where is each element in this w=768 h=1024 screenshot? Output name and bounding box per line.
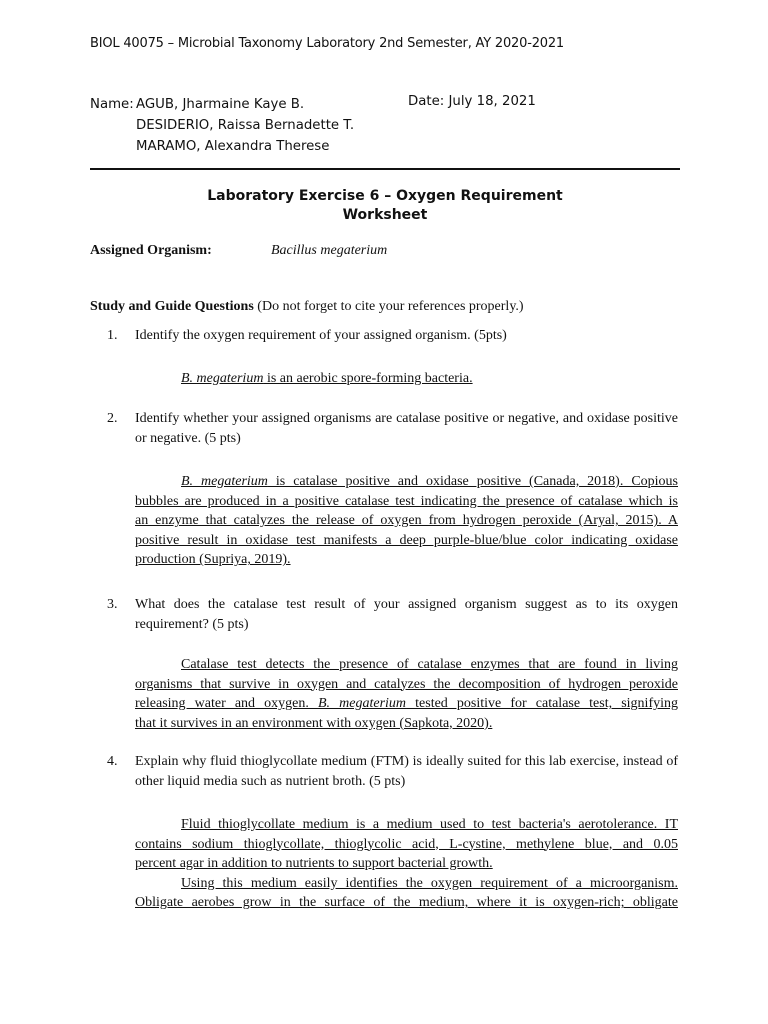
answer-line: an enzyme that catalyzes the release of oxygen from hydrogen peroxide (Aryal, 2015). A xyxy=(135,513,678,529)
answer-line: that it survives in an environment with oxygen (Sapkota, 2020). xyxy=(135,715,493,731)
answer-line: Catalase test detects the presence of catalase enzymes that are found in living xyxy=(181,657,678,672)
study-questions-heading: Study and Guide Questions (Do not forget to cite your references properly.) xyxy=(90,299,524,314)
title-line-2: Worksheet xyxy=(342,207,428,223)
date-label: Date: xyxy=(408,94,445,109)
assigned-organism-value: Bacillus megaterium xyxy=(271,243,388,258)
name-row xyxy=(90,115,354,136)
answer-3 xyxy=(135,655,678,733)
student-name: DESIDERIO, Raissa Bernadette T. xyxy=(136,118,355,133)
question-text: What does the catalase test result of your assigned organism suggest as to its oxygen requirement? (5 pts) xyxy=(135,597,678,632)
student-name: AGUB, Jharmaine Kaye B. xyxy=(136,97,305,112)
header-divider xyxy=(90,168,680,170)
answer-line: B. megaterium is an aerobic spore-forming bacteria. xyxy=(181,371,473,386)
name-label: Name: xyxy=(90,97,134,112)
date-field xyxy=(408,94,536,109)
answer-line: production (Supriya, 2019). xyxy=(135,552,291,568)
student-names xyxy=(90,94,354,157)
answer-line: Fluid thioglycollate medium is a medium used to test bacteria's aerotolerance. IT xyxy=(181,817,678,832)
date-value: July 18, 2021 xyxy=(448,94,536,109)
question-text: Explain why fluid thioglycollate medium (FTM) is ideally suited for this lab exercise, instead of other liquid media such as nutrient broth. (5 pts) xyxy=(135,754,678,789)
answer-line: Using this medium easily identifies the oxygen requirement of a microorganism. xyxy=(181,875,678,891)
answer-line: bubbles are produced in a positive catalase test indicating the presence of catalase which is xyxy=(135,493,678,509)
course-header: BIOL 40075 – Microbial Taxonomy Laboratory 2nd Semester, AY 2020-2021 xyxy=(90,36,564,51)
answer-line: percent agar in addition to nutrients to support bacterial growth. xyxy=(135,856,493,872)
assigned-organism-label: Assigned Organism: xyxy=(90,243,212,258)
answer-line: B. megaterium is catalase positive and oxidase positive (Canada, 2018). Copious xyxy=(181,474,678,489)
exercise-title xyxy=(90,187,680,225)
answer-2 xyxy=(135,472,678,570)
answer-line: positive result in oxidase test manifests a deep purple-blue/blue color indicating oxidase xyxy=(135,532,678,548)
answer-1 xyxy=(135,369,678,389)
student-name: MARAMO, Alexandra Therese xyxy=(136,139,330,154)
question-text: Identify the oxygen requirement of your assigned organism. (5pts) xyxy=(135,328,507,343)
name-row xyxy=(90,94,354,115)
name-row xyxy=(90,136,354,157)
question-number: 2. xyxy=(107,411,118,426)
question-number: 4. xyxy=(107,754,118,769)
answer-line: releasing water and oxygen. B. megaterium tested positive for catalase test, signifying xyxy=(135,696,678,712)
answer-line: Obligate aerobes grow in the surface of the medium, where it is oxygen-rich; obligate xyxy=(135,895,678,911)
title-line-1: Laboratory Exercise 6 – Oxygen Requirement xyxy=(207,188,563,204)
answer-4 xyxy=(135,815,678,913)
answer-line: organisms that survive in oxygen and catalyzes the decomposition of hydrogen peroxide xyxy=(135,676,678,692)
question-number: 1. xyxy=(107,328,118,343)
question-number: 3. xyxy=(107,597,118,612)
question-text: Identify whether your assigned organisms are catalase positive or negative, and oxidase positive or negative. (5 pts) xyxy=(135,411,678,446)
answer-line: contains sodium thioglycollate, thioglycolic acid, L-cystine, methylene blue, and 0.05 xyxy=(135,836,678,852)
